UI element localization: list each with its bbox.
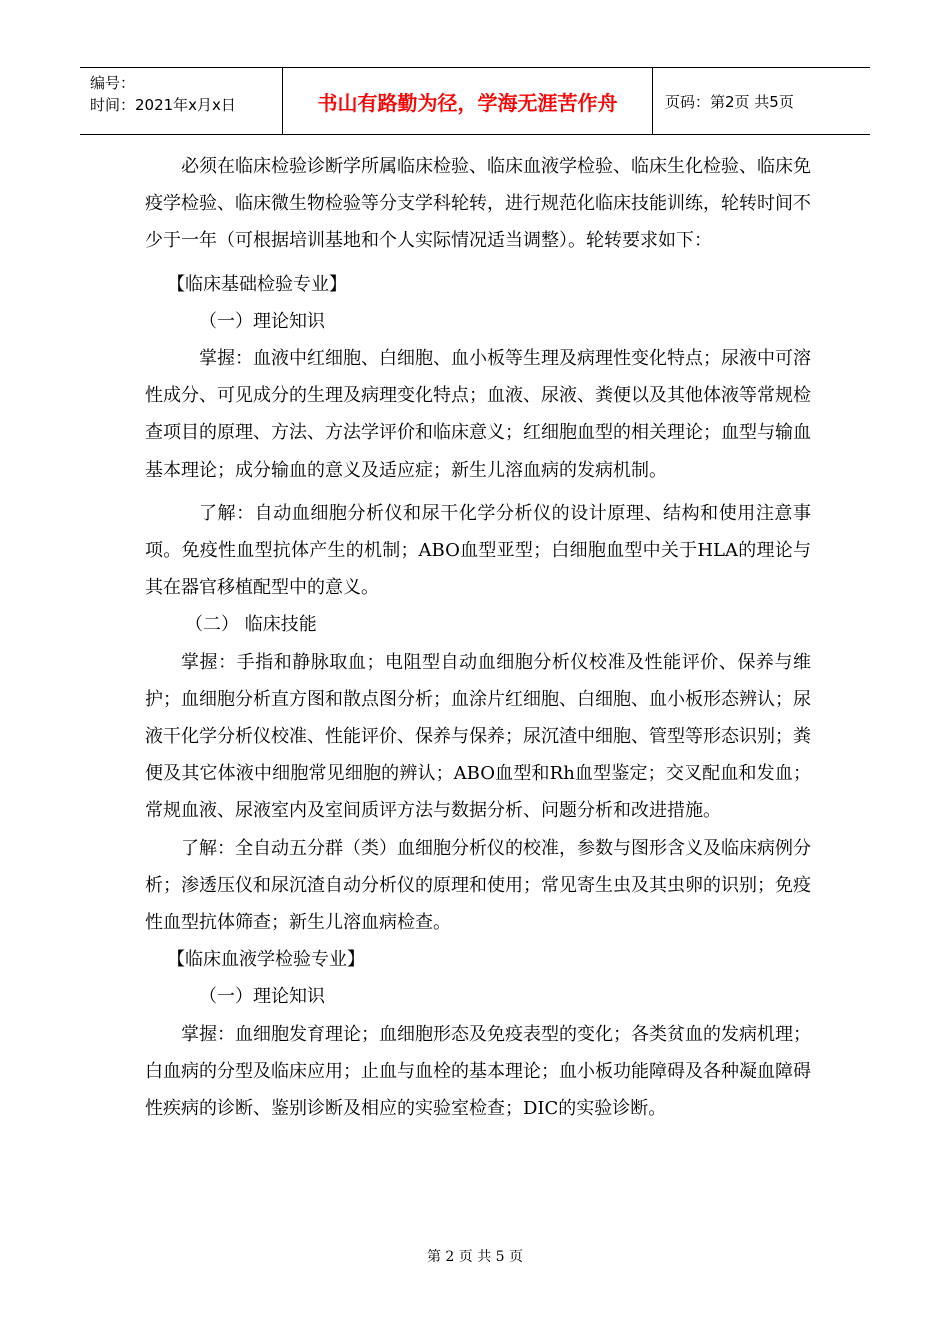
page-footer: 第 2 页 共 5 页 (426, 1249, 524, 1265)
paragraph-master-hematology: 掌握：血细胞发育理论；血细胞形态及免疫表型的变化；各类贫血的发病机理；白血病的分型及临床应用；止血与血栓的基本理论；血小板功能障碍及各种凝血障碍性疾病的诊断、鉴别诊断及相应的实验室检查；DIC的实验诊断。 (145, 1023, 811, 1120)
document-time-label: 时间：2021年x月x日 (90, 96, 236, 114)
paragraph-master-theory: 掌握：血液中红细胞、白细胞、血小板等生理及病理性变化特点；尿液中可溶性成分、可见成分的生理及病理变化特点；血液、尿液、粪便以及其他体液等常规检查项目的原理、方法、方法学评价和临床意义；红细胞血型的相关理论；血型与输血基本理论；成分输血的意义及适应症；新生儿溶血病的发病机制。 (145, 348, 811, 481)
document-number-label: 编号： (90, 74, 136, 92)
document-body (145, 148, 811, 1127)
header-meta-cell (80, 68, 283, 134)
subsection-theory: （一）理论知识 (199, 310, 325, 332)
header-page-info: 页码：第2页 共5页 (665, 92, 794, 111)
intro-paragraph: 必须在临床检验诊断学所属临床检验、临床血液学检验、临床生化检验、临床免疫学检验、临床微生物检验等分支学科轮转，进行规范化临床技能训练，轮转时间不少于一年（可根据培训基地和个人实际情况适当调整）。轮转要求如下： (145, 156, 811, 252)
subsection-skills: （二） 临床技能 (185, 614, 317, 636)
section-title-basic-lab: 【临床基础检验专业】 (167, 273, 347, 295)
section-title-hematology: 【临床血液学检验专业】 (167, 949, 365, 971)
page-header (80, 67, 870, 135)
subsection-theory-hematology: （一）理论知识 (199, 986, 325, 1008)
header-motto: 书山有路勤为径，学海无涯苦作舟 (283, 68, 653, 134)
paragraph-master-skills: 掌握：手指和静脉取血；电阻型自动血细胞分析仪校准及性能评价、保养与维护；血细胞分析直方图和散点图分析；血涂片红细胞、白细胞、血小板形态辨认；尿液干化学分析仪校准、性能评价、保养与保养；尿沉渣中细胞、管型等形态识别；粪便及其它体液中细胞常见细胞的辨认；ABO血型和Rh血型鉴定；交叉配血和发血；常规血液、尿液室内及室间质评方法与数据分析、问题分析和改进措施。 (145, 651, 811, 822)
paragraph-know-skills: 了解：全自动五分群（类）血细胞分析仪的校准，参数与图形含义及临床病例分析；渗透压仪和尿沉渣自动分析仪的原理和使用；常见寄生虫及其虫卵的识别；免疫性血型抗体筛查；新生儿溶血病检查。 (145, 837, 811, 934)
paragraph-know-theory: 了解：自动血细胞分析仪和尿干化学分析仪的设计原理、结构和使用注意事项。免疫性血型抗体产生的机制；ABO血型亚型；白细胞血型中关于HLA的理论与其在器官移植配型中的意义。 (145, 502, 811, 599)
